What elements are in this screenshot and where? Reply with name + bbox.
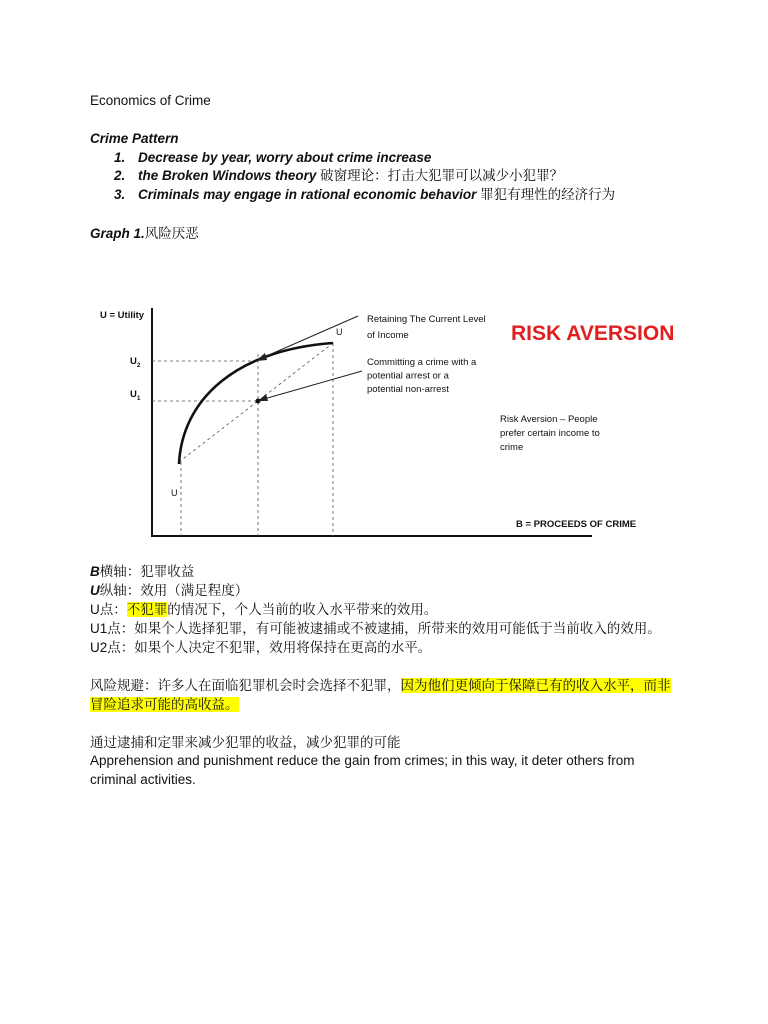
u-point-pre: U点： bbox=[90, 602, 127, 617]
risk-aversion-figure bbox=[90, 250, 678, 562]
u-text: 纵轴：效用（满足程度） bbox=[99, 583, 249, 598]
conclusion-en-line-1: Apprehension and punishment reduce the gain from crimes; in this way, it deter others from bbox=[90, 753, 635, 768]
b-axis-explanation bbox=[90, 563, 194, 581]
u1-label: $U_1$ bbox=[130, 389, 141, 402]
x-axis-label: B = PROCEEDS OF CRIME bbox=[516, 519, 637, 530]
graph-label-cn: 风险厌恶 bbox=[144, 226, 199, 241]
annotation-committing: Committing a crime with a potential arrest or a potential non-arrest bbox=[367, 357, 477, 395]
list-suffix: 罪犯有理性的经济行为 bbox=[476, 187, 616, 202]
doc-title: Economics of Crime bbox=[90, 93, 211, 108]
u1-point-explanation: U1点：如果个人选择犯罪，有可能被逮捕或不被逮捕，所带来的效用可能低于当前收入的效用。 bbox=[90, 621, 661, 636]
curve-bottom-label: U bbox=[171, 488, 178, 498]
list-number: 3. bbox=[114, 187, 126, 202]
list-item bbox=[114, 149, 431, 167]
risk-aversion-diagram bbox=[90, 250, 678, 562]
graph-label: Graph 1. bbox=[90, 226, 145, 241]
risk-aversion-note: Risk Aversion – People prefer certain income to crime bbox=[500, 414, 600, 453]
curve-top-label: U bbox=[336, 327, 343, 337]
u-point-post: 的情况下，个人当前的收入水平带来的效用。 bbox=[167, 602, 438, 617]
arrowhead-committing bbox=[258, 394, 268, 401]
risk-highlight-1: 因为他们更倾向于保障已有的收入水平，而非 bbox=[400, 678, 671, 693]
list-number: 2. bbox=[114, 168, 126, 183]
u-point-highlight: 不犯罪 bbox=[126, 602, 168, 617]
u2-point-explanation: U2点：如果个人决定不犯罪，效用将保持在更高的水平。 bbox=[90, 640, 432, 655]
list-item bbox=[114, 186, 615, 204]
list-text: Criminals may engage in rational economic behavior bbox=[138, 187, 477, 202]
list-number: 1. bbox=[114, 150, 126, 165]
b-key: B bbox=[90, 564, 100, 579]
risk-highlight-2: 冒险追求可能的高收益。 bbox=[90, 697, 239, 712]
risk-pre: 风险规避：许多人在面临犯罪机会时会选择不犯罪， bbox=[90, 678, 401, 693]
u-key: U bbox=[90, 583, 100, 598]
list-suffix: 破窗理论：打击大犯罪可以减少小犯罪？ bbox=[316, 168, 564, 183]
risk-paragraph-line-1 bbox=[90, 677, 671, 695]
u2-label: $U_2$ bbox=[130, 356, 141, 369]
list-item bbox=[114, 167, 563, 185]
section-title: Crime Pattern bbox=[90, 131, 179, 146]
conclusion-en-line-2: criminal activities. bbox=[90, 772, 196, 787]
arrow-committing bbox=[264, 371, 362, 399]
u-axis-explanation bbox=[90, 582, 248, 600]
y-axis-label: U = Utility bbox=[100, 310, 145, 321]
arrow-retaining bbox=[262, 316, 358, 358]
list-text: Decrease by year, worry about crime increase bbox=[138, 150, 432, 165]
annotation-retaining: Retaining The Current Level of Income bbox=[367, 314, 486, 341]
conclusion-cn: 通过逮捕和定罪来减少犯罪的收益，减少犯罪的可能 bbox=[90, 735, 401, 750]
graph-caption bbox=[90, 225, 199, 243]
risk-paragraph-line-2 bbox=[90, 696, 239, 714]
risk-aversion-title: RISK AVERSION bbox=[511, 322, 675, 345]
u-point-explanation bbox=[90, 601, 437, 619]
list-text: the Broken Windows theory bbox=[138, 168, 317, 183]
b-text: 横轴：犯罪收益 bbox=[99, 564, 195, 579]
